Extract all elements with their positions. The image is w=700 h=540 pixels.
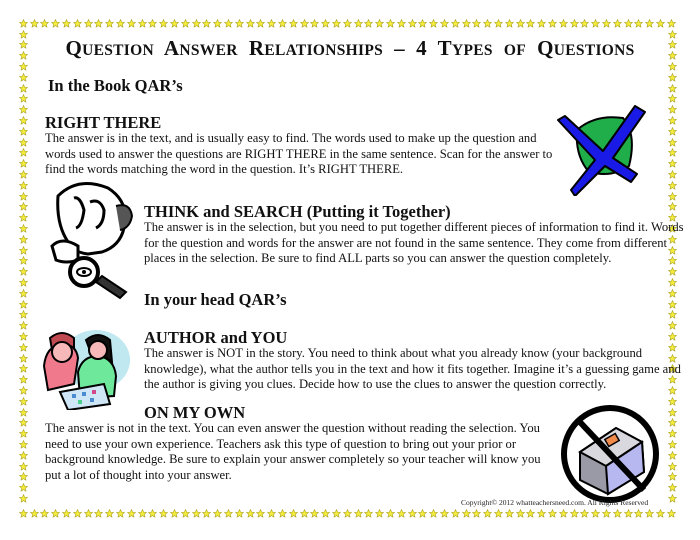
star-icon	[234, 508, 245, 519]
star-icon	[374, 18, 385, 29]
star-icon	[667, 288, 678, 299]
star-icon	[310, 18, 321, 29]
star-icon	[667, 61, 678, 72]
star-icon	[525, 18, 536, 29]
star-border-bottom	[18, 508, 677, 519]
star-icon	[223, 508, 234, 519]
star-icon	[191, 508, 202, 519]
no-book-icon	[558, 402, 662, 506]
star-icon	[623, 18, 634, 29]
star-icon	[667, 461, 678, 472]
star-icon	[18, 148, 29, 159]
title-word: UESTION	[82, 42, 154, 59]
star-icon	[180, 508, 191, 519]
star-icon	[18, 72, 29, 83]
star-icon	[148, 508, 159, 519]
star-icon	[525, 508, 536, 519]
star-icon	[18, 169, 29, 180]
star-icon	[18, 428, 29, 439]
star-icon	[137, 18, 148, 29]
star-icon	[18, 288, 29, 299]
star-icon	[547, 18, 558, 29]
star-icon	[18, 126, 29, 137]
star-icon	[256, 508, 267, 519]
title-word: YPES	[451, 42, 493, 59]
star-icon	[396, 18, 407, 29]
star-icon	[202, 508, 213, 519]
star-icon	[667, 169, 678, 180]
star-icon	[18, 493, 29, 504]
star-icon	[299, 18, 310, 29]
star-icon	[374, 508, 385, 519]
star-icon	[104, 18, 115, 29]
star-icon	[94, 18, 105, 29]
star-icon	[396, 508, 407, 519]
star-icon	[667, 439, 678, 450]
star-icon	[104, 508, 115, 519]
star-icon	[18, 94, 29, 105]
star-icon	[579, 508, 590, 519]
star-icon	[547, 508, 558, 519]
star-icon	[504, 18, 515, 29]
star-icon	[288, 508, 299, 519]
star-icon	[234, 18, 245, 29]
qar-author-and-you	[144, 329, 689, 393]
copyright-notice: Copyright© 2012 whatteachersneed.com. All Rights Reserved	[461, 498, 649, 507]
star-icon	[590, 18, 601, 29]
star-icon	[18, 471, 29, 482]
star-icon	[61, 508, 72, 519]
star-icon	[18, 482, 29, 493]
star-icon	[83, 18, 94, 29]
checkmark-x-icon	[555, 96, 655, 196]
star-icon	[428, 508, 439, 519]
star-icon	[18, 508, 29, 519]
star-icon	[320, 508, 331, 519]
star-icon	[212, 18, 223, 29]
title-word: ELATIONSHIPS	[264, 42, 384, 59]
star-icon	[590, 508, 601, 519]
star-icon	[18, 234, 29, 245]
star-icon	[667, 482, 678, 493]
star-icon	[667, 417, 678, 428]
star-icon	[536, 18, 547, 29]
star-icon	[471, 508, 482, 519]
star-icon	[667, 450, 678, 461]
star-icon	[385, 508, 396, 519]
star-icon	[331, 18, 342, 29]
star-icon	[40, 508, 51, 519]
star-border-top	[18, 18, 677, 29]
title-dash: –	[394, 36, 405, 60]
star-icon	[666, 18, 677, 29]
star-icon	[644, 508, 655, 519]
star-icon	[515, 508, 526, 519]
star-icon	[667, 428, 678, 439]
star-icon	[666, 508, 677, 519]
star-icon	[579, 18, 590, 29]
star-icon	[158, 18, 169, 29]
star-icon	[471, 18, 482, 29]
star-icon	[72, 508, 83, 519]
star-icon	[18, 364, 29, 375]
star-icon	[493, 508, 504, 519]
star-icon	[667, 493, 678, 504]
qar-title: AUTHOR and YOU	[144, 328, 288, 347]
star-icon	[320, 18, 331, 29]
star-icon	[667, 299, 678, 310]
star-icon	[137, 508, 148, 519]
star-icon	[633, 508, 644, 519]
title-word: OF	[503, 42, 527, 59]
star-icon	[18, 396, 29, 407]
star-icon	[461, 508, 472, 519]
star-icon	[277, 508, 288, 519]
star-icon	[18, 245, 29, 256]
star-icon	[18, 104, 29, 115]
star-icon	[29, 18, 40, 29]
star-icon	[169, 508, 180, 519]
qar-body: The answer is not in the text. You can even answer the question without reading the selection. You need to use your own experience. Teachers ask this type of question to bring out your prior or background knowledge. Be sure to explain your answer completely so your teacher will know you put a lot of thought into your answer.	[45, 421, 541, 482]
star-icon	[40, 18, 51, 29]
star-icon	[223, 18, 234, 29]
star-icon	[569, 18, 580, 29]
star-icon	[667, 266, 678, 277]
qar-title: ON MY OWN	[144, 403, 246, 422]
star-icon	[245, 508, 256, 519]
star-icon	[364, 18, 375, 29]
star-icon	[50, 18, 61, 29]
star-icon	[667, 310, 678, 321]
star-icon	[439, 508, 450, 519]
star-border-left	[18, 29, 29, 504]
title-word: UESTIONS	[553, 42, 635, 59]
star-icon	[18, 407, 29, 418]
qar-on-my-own	[45, 404, 545, 483]
star-icon	[342, 18, 353, 29]
star-icon	[417, 508, 428, 519]
qar-right-there	[45, 114, 555, 178]
star-icon	[148, 18, 159, 29]
thinker-magnifier-icon	[38, 176, 148, 301]
star-icon	[450, 18, 461, 29]
star-icon	[266, 508, 277, 519]
title-word: NSWER	[179, 42, 238, 59]
star-icon	[417, 18, 428, 29]
star-icon	[299, 508, 310, 519]
star-icon	[342, 508, 353, 519]
star-icon	[18, 374, 29, 385]
section-heading-in-the-book: In the Book QAR’s	[48, 76, 183, 95]
title-letter: T	[437, 36, 452, 60]
star-icon	[18, 83, 29, 94]
star-icon	[667, 148, 678, 159]
star-icon	[158, 508, 169, 519]
star-icon	[18, 18, 29, 29]
star-icon	[407, 18, 418, 29]
star-icon	[277, 18, 288, 29]
star-icon	[493, 18, 504, 29]
star-icon	[667, 191, 678, 202]
star-icon	[482, 508, 493, 519]
qar-body: The answer is NOT in the story. You need to think about what you already know (your background knowledge), what the author tells you in the text and how it fits together. Imagine it’s a guessing game and the author is giving you clues. Decide how to use the clues to answer the question correctly.	[144, 346, 681, 391]
star-icon	[18, 299, 29, 310]
star-icon	[18, 158, 29, 169]
star-icon	[180, 18, 191, 29]
star-icon	[115, 18, 126, 29]
star-icon	[18, 461, 29, 472]
star-icon	[61, 18, 72, 29]
title-letter: A	[163, 36, 180, 60]
star-icon	[18, 256, 29, 267]
star-icon	[667, 407, 678, 418]
two-readers-icon	[36, 326, 136, 410]
star-icon	[94, 508, 105, 519]
qar-title: THINK and SEARCH (Putting it Together)	[144, 202, 451, 221]
star-icon	[245, 18, 256, 29]
star-icon	[18, 353, 29, 364]
star-icon	[18, 180, 29, 191]
qar-title: RIGHT THERE	[45, 113, 162, 132]
star-icon	[667, 94, 678, 105]
qar-body: The answer is in the selection, but you need to put together different pieces of information to find it. Words for the question and words for the answer are not found in the same sentence. They come from different places in the selection. Be sure to find ALL parts so you can answer the question completely.	[144, 220, 684, 265]
star-icon	[83, 508, 94, 519]
section-heading-in-your-head: In your head QAR’s	[144, 290, 287, 309]
star-icon	[612, 508, 623, 519]
star-icon	[601, 508, 612, 519]
star-icon	[266, 18, 277, 29]
star-icon	[72, 18, 83, 29]
star-icon	[115, 508, 126, 519]
star-icon	[18, 450, 29, 461]
title-letter: R	[248, 36, 265, 60]
star-icon	[353, 508, 364, 519]
star-icon	[18, 310, 29, 321]
star-icon	[385, 18, 396, 29]
star-icon	[515, 18, 526, 29]
star-icon	[50, 508, 61, 519]
star-icon	[126, 508, 137, 519]
star-icon	[667, 72, 678, 83]
star-icon	[18, 115, 29, 126]
star-icon	[364, 508, 375, 519]
star-icon	[331, 508, 342, 519]
star-icon	[18, 137, 29, 148]
star-icon	[612, 18, 623, 29]
star-icon	[212, 508, 223, 519]
star-icon	[18, 191, 29, 202]
page-title	[0, 36, 700, 61]
star-icon	[569, 508, 580, 519]
title-letter: Q	[65, 36, 83, 60]
star-icon	[18, 320, 29, 331]
star-icon	[18, 385, 29, 396]
star-icon	[310, 508, 321, 519]
star-icon	[450, 508, 461, 519]
star-icon	[558, 18, 569, 29]
star-icon	[655, 508, 666, 519]
star-icon	[667, 83, 678, 94]
star-icon	[18, 331, 29, 342]
star-icon	[126, 18, 137, 29]
star-icon	[169, 18, 180, 29]
qar-think-and-search	[144, 203, 689, 267]
star-icon	[482, 18, 493, 29]
star-icon	[667, 396, 678, 407]
star-icon	[667, 137, 678, 148]
star-icon	[18, 417, 29, 428]
star-icon	[667, 126, 678, 137]
star-icon	[644, 18, 655, 29]
star-icon	[667, 471, 678, 482]
star-icon	[18, 277, 29, 288]
star-icon	[18, 212, 29, 223]
star-icon	[667, 104, 678, 115]
star-icon	[667, 115, 678, 126]
star-icon	[18, 61, 29, 72]
star-icon	[256, 18, 267, 29]
star-icon	[18, 342, 29, 353]
star-icon	[633, 18, 644, 29]
star-icon	[18, 202, 29, 213]
star-icon	[667, 158, 678, 169]
star-icon	[288, 18, 299, 29]
star-icon	[202, 18, 213, 29]
star-icon	[29, 508, 40, 519]
star-icon	[18, 439, 29, 450]
qar-body: The answer is in the text, and is usually easy to find. The words used to make up the question and words used to answer the questions are RIGHT THERE in the same sentence. Scan for the answer to find the words matching the word in the question. It’s RIGHT THERE.	[45, 131, 553, 176]
star-icon	[623, 508, 634, 519]
star-icon	[536, 508, 547, 519]
star-icon	[461, 18, 472, 29]
star-icon	[655, 18, 666, 29]
star-icon	[353, 18, 364, 29]
star-icon	[18, 223, 29, 234]
star-icon	[667, 180, 678, 191]
star-icon	[428, 18, 439, 29]
star-icon	[558, 508, 569, 519]
star-icon	[504, 508, 515, 519]
star-icon	[18, 266, 29, 277]
star-icon	[191, 18, 202, 29]
star-icon	[407, 508, 418, 519]
star-icon	[439, 18, 450, 29]
title-letter: Q	[537, 36, 554, 60]
star-icon	[667, 277, 678, 288]
star-icon	[601, 18, 612, 29]
title-number: 4	[416, 36, 427, 60]
